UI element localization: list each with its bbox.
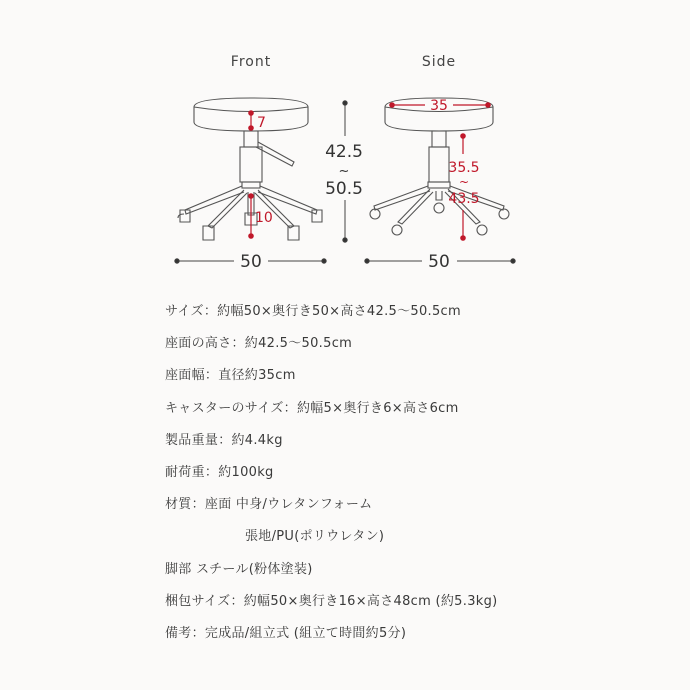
front-height-min-label: 42.5: [325, 142, 363, 162]
side-leg-center: [436, 191, 442, 200]
front-caster-1: [178, 210, 190, 222]
front-view-title: Front: [230, 54, 272, 70]
front-caster-height-label: 10: [255, 210, 273, 226]
side-seat-diameter-label: 35: [430, 98, 448, 114]
spec-list: [165, 296, 498, 650]
front-leg-left: [185, 186, 244, 214]
front-seat-thickness-label: 7: [257, 115, 266, 131]
spec-package-size: 梱包サイズ：約幅50×奥行き16×高さ48cm (約5.3kg): [165, 593, 498, 609]
spec-caster-size: キャスターのサイズ：約幅5×奥行き6×高さ6cm: [165, 400, 459, 416]
spec-notes: 備考：完成品/組立式 (組立て時間約5分): [165, 625, 407, 641]
side-caster-2: [499, 209, 509, 219]
front-red-dims: [249, 111, 253, 238]
spec-seat-width: 座面幅：直径約35cm: [165, 368, 296, 384]
dimension-diagram: [0, 0, 690, 290]
spec-seat-height: 座面の高さ：約42.5～50.5cm: [165, 336, 353, 352]
side-gas-column: [432, 131, 446, 147]
side-caster-4: [477, 225, 487, 235]
front-gas-column: [244, 131, 258, 147]
front-height-sep: ~: [338, 164, 350, 179]
side-leg-back-left: [398, 189, 433, 224]
spec-weight: 製品重量：約4.4kg: [165, 432, 283, 448]
side-caster-5: [434, 203, 444, 213]
spec-material-legs: 脚部 スチール(粉体塗装): [165, 561, 313, 577]
side-seat-height-min-label: 35.5: [448, 160, 480, 176]
front-width-label: 50: [240, 252, 262, 272]
front-leg-mid-left: [208, 190, 247, 228]
spec-material-seat: 材質：座面 中身/ウレタンフォーム: [165, 497, 373, 513]
side-depth-label: 50: [428, 252, 450, 272]
front-stool-drawing: [178, 98, 322, 240]
side-seat-height-max-label: 43.5: [448, 191, 480, 207]
spec-size: サイズ：約幅50×奥行き50×高さ42.5～50.5cm: [165, 304, 461, 319]
side-view-title: Side: [421, 54, 457, 70]
side-caster-3: [392, 225, 402, 235]
spec-material-cover: 張地/PU(ポリウレタン): [245, 529, 385, 545]
front-height-max-label: 50.5: [325, 179, 363, 199]
spec-load-capacity: 耐荷重：約100kg: [165, 464, 274, 480]
side-stool-drawing: [370, 98, 509, 235]
side-seat-height-sep: ~: [458, 175, 470, 189]
